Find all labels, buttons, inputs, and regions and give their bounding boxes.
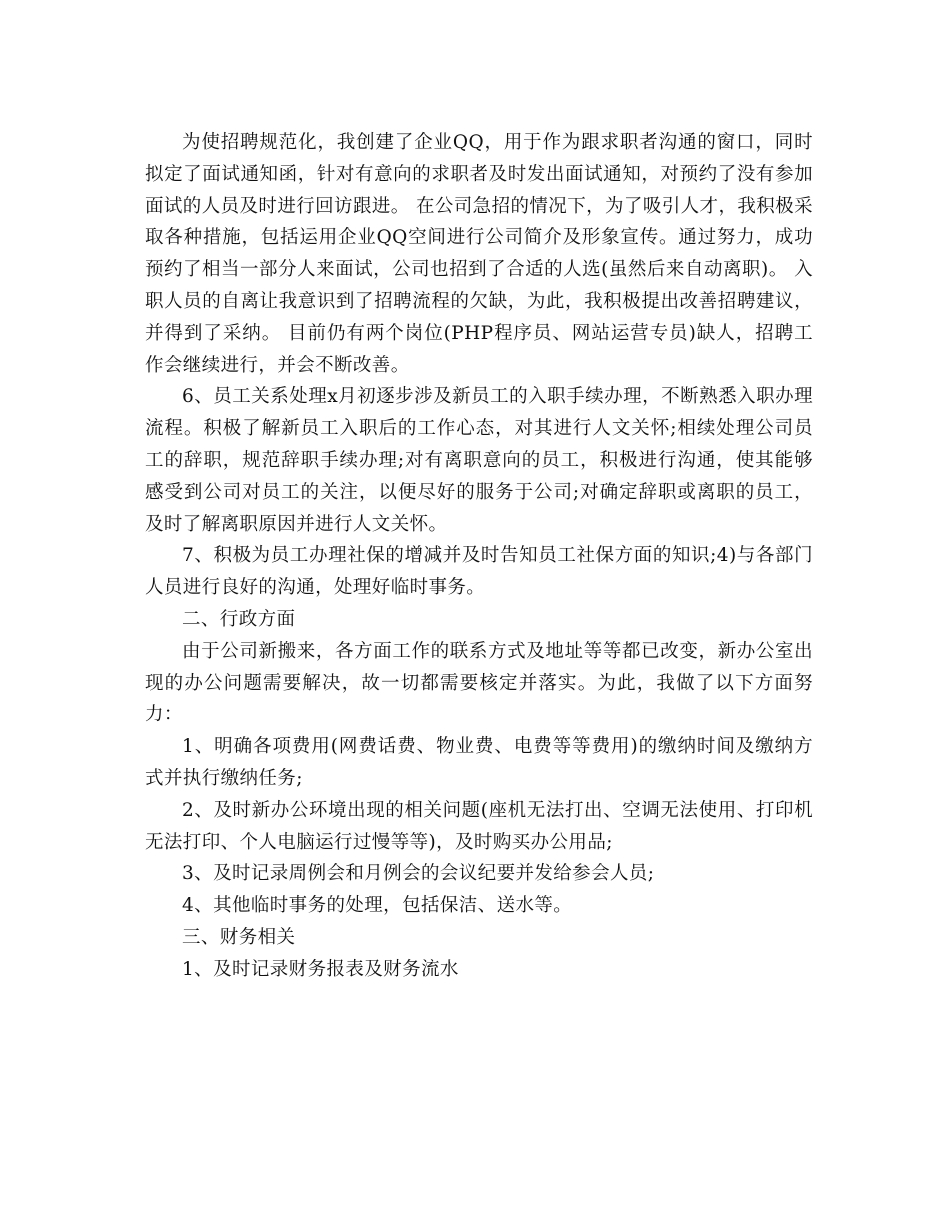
heading-finance: 三、财务相关	[182, 926, 296, 948]
paragraph-employee-relations: 6、员工关系处理x月初逐步涉及新员工的入职手续办理，不断熟悉入职办理流程。积极了解新员工入职后的工作心态，对其进行人文关怀;相续处理公司员工的辞职，规范辞职手续办理;对有离职意向的员工，积极进行沟通，使其能够感受到公司对员工的关注，以便尽好的服务于公司;对确定辞职或离职的员工，及时了解离职原因并进行人文关怀。	[145, 386, 813, 535]
paragraph-social-insurance: 7、积极为员工办理社保的增减并及时告知员工社保方面的知识;4)与各部门人员进行良好的沟通，处理好临时事务。	[145, 545, 813, 599]
list-item-meeting-minutes: 3、及时记录周例会和月例会的会议纪要并发给参会人员;	[182, 863, 655, 885]
list-item-fees: 1、明确各项费用(网费话费、物业费、电费等等费用)的缴纳时间及缴纳方式并执行缴纳任务;	[145, 736, 813, 789]
paragraph-recruitment: 为使招聘规范化，我创建了企业QQ，用于作为跟求职者沟通的窗口，同时拟定了面试通知函，针对有意向的求职者及时发出面试通知，对预约了没有参加面试的人员及时进行回访跟进。 在公司急招的情况下，为了吸引人才，我积极采取各种措施，包括运用企业QQ空间进行公司简介及形象宣传。通过努力，成功预约了相当一部分人来面试，公司也招到了合适的人选(虽然后来自动离职)。 入职人员的自离让我意识到了招聘流程的欠缺，为此，我积极提出改善招聘建议，并得到了采纳。 目前仍有两个岗位(PHP程序员、网站运营专员)缺人，招聘工作会继续进行，并会不断改善。	[145, 132, 813, 376]
list-item-office-issues: 2、及时新办公环境出现的相关问题(座机无法打出、空调无法使用、打印机无法打印、个人电脑运行过慢等等)，及时购买办公用品;	[145, 799, 813, 853]
heading-administration: 二、行政方面	[182, 608, 296, 630]
list-item-finance-records: 1、及时记录财务报表及财务流水	[182, 958, 459, 980]
paragraph-office-move: 由于公司新搬来，各方面工作的联系方式及地址等等都已改变，新办公室出现的办公问题需要解决，故一切都需要核定并落实。为此，我做了以下方面努力：	[145, 640, 813, 726]
list-item-misc-tasks: 4、其他临时事务的处理，包括保洁、送水等。	[182, 895, 573, 917]
document-page	[145, 127, 813, 986]
